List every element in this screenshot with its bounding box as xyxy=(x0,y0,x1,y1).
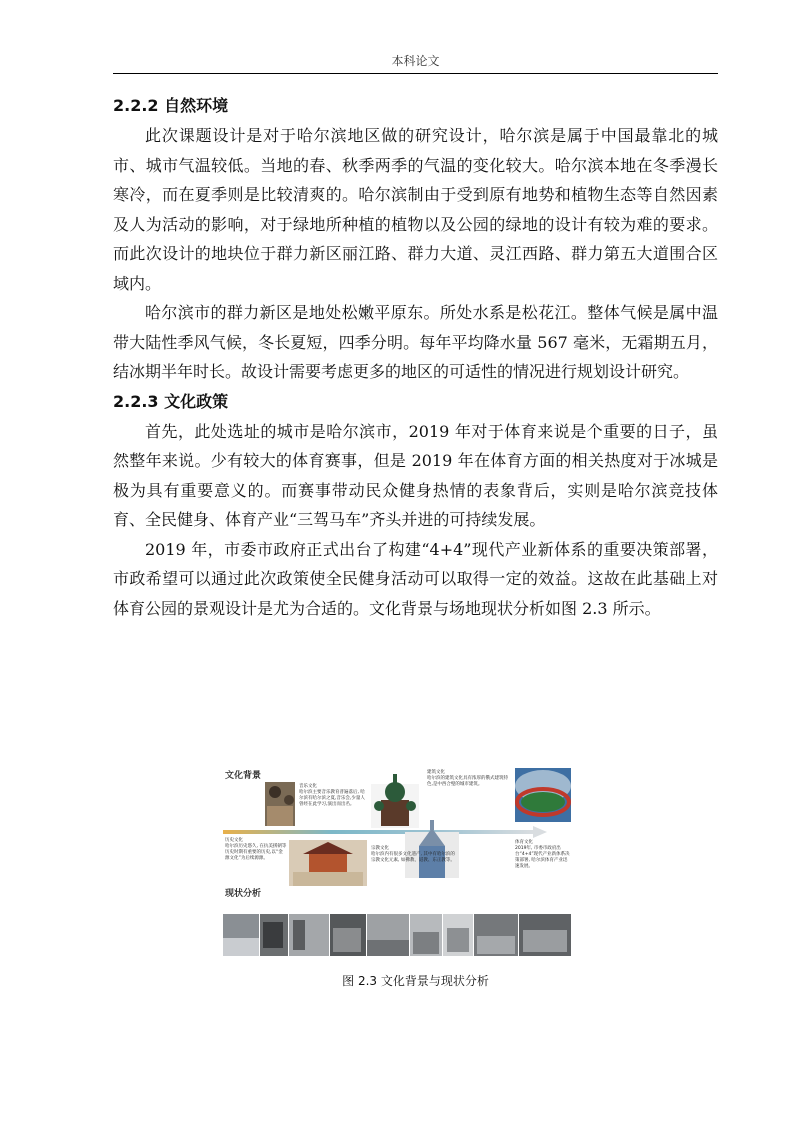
paragraph: 2019 年，市委市政府正式出台了构建“4+4”现代产业新体系的重要决策部署，市政希望可以通过此次政策使全民健身活动可以取得一定的效益。这故在此基础上对体育公园的景观设计是尤为合适的。文化背景与场地现状分析如图 2.3 所示。 xyxy=(113,539,718,618)
section-heading-natural-environment: 2.2.2 自然环境 xyxy=(113,96,229,115)
section-heading-culture-policy: 2.2.3 文化政策 xyxy=(113,391,229,411)
page-header: 本科论文 xyxy=(391,54,440,68)
paragraph: 哈尔滨市的群力新区是地处松嫩平原东。所处水系是松花江。整体气候是属中温带大陆性季风气候，冬长夏短，四季分明。每年平均降水量 567 毫米，无霜期五月，结冰期半年时长。故设计需要考虑更多的地区的可适性的情况进行规划设计研究。 xyxy=(113,303,718,381)
paragraph: 此次课题设计是对于哈尔滨地区做的研究设计，哈尔滨是属于中国最靠北的城市、城市气温较低。当地的春、秋季两季的气温的变化较大。哈尔滨本地在冬季漫长寒冷，而在夏季则是比较清爽的。哈尔滨制由于受到原有地势和植物生态等自然因素及人为活动的影响，对于绿地所种植的植物以及公园的绿地的设计有较为难的要求。而此次设计的地块位于群力新区丽江路、群力大道、灵江西路、群力第五大道围合区域内。 xyxy=(113,126,718,293)
figure-label-status: 现状分析 xyxy=(225,889,262,899)
note-history: 历史文化 哈尔滨历史悠久, 在抗美援朝等历史时期有重要的历史,以“金源文化”为后续源源。 xyxy=(225,838,287,861)
note-religion: 宗教文化 哈尔滨内有很多文化遗产, 其中有哈尔滨的宗教文化元素, 如佛教、道教、东正教等。 xyxy=(371,846,455,863)
stadium-photo xyxy=(515,768,571,822)
note-architecture: 建筑文化 哈尔滨的建筑文化具有浓厚的俄式建筑特色,是中西合璧的城市建筑。 xyxy=(427,770,508,787)
figure-caption: 图 2.3 文化背景与现状分析 xyxy=(342,974,489,988)
figure-culture-status xyxy=(223,762,571,958)
site-photos-strip xyxy=(223,914,571,956)
paragraph: 首先，此处选址的城市是哈尔滨市，2019 年对于体育来说是个重要的日子，虽然整年来说。少有较大的体育赛事，但是 2019 年在体育方面的相关热度对于冰城是极为具有重要意义的。而赛事带动民众健身热情的表象背后，实则是哈尔滨竞技体育、全民健身、体育产业“三驾马车”齐头并进的可持续发展。 xyxy=(113,421,718,529)
temple-photo xyxy=(289,840,367,886)
music-photo xyxy=(265,782,295,826)
header-rule xyxy=(113,73,718,74)
note-sports: 体育文化 2019年, 市委市政府出台“4+4”现代产业新体系决策部署, 哈尔滨体育产业迅速发展。 xyxy=(515,840,570,869)
note-music: 音乐文化 哈尔滨主要音乐教育普遍落后, 哈尔滨有哈尔滨之夏,音乐会,少量人曾经在此学习,演出而出名。 xyxy=(299,784,365,807)
timeline-arrow xyxy=(533,826,547,838)
timeline-bar xyxy=(223,830,533,834)
cathedral-photo xyxy=(371,774,419,828)
document-body xyxy=(113,91,718,623)
figure-label-background: 文化背景 xyxy=(225,771,262,781)
